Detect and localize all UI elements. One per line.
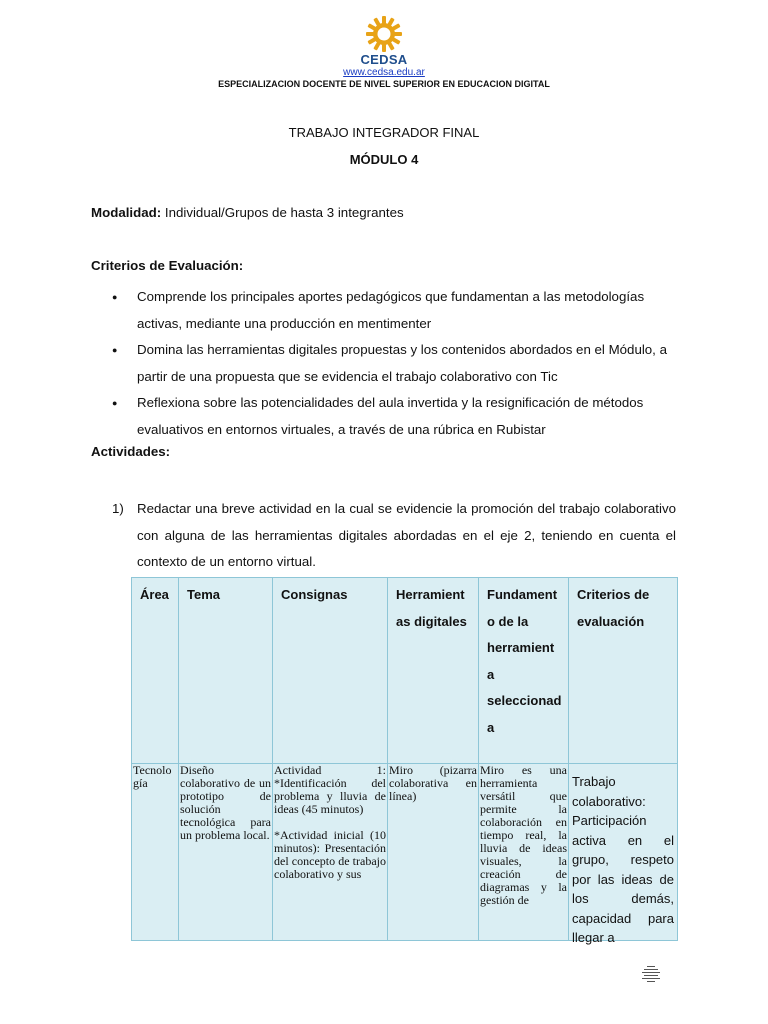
criterio-text: Domina las herramientas digitales propuestas y los contenidos abordados en el Módulo, a partir de una propuesta que se evidencia el trabajo colaborativo con Tic [137, 342, 667, 384]
actividad-item [112, 496, 676, 576]
header-subtitle: ESPECIALIZACION DOCENTE DE NIVEL SUPERIOR EN EDUCACION DIGITAL [218, 79, 550, 89]
actividades-heading: Actividades: [91, 444, 171, 459]
col-header-criterios: Criterios de evaluación [569, 578, 678, 764]
col-header-area: Área [132, 578, 179, 764]
list-item [112, 337, 676, 390]
consignas-extra: *Actividad inicial (10 minutos): Presentación del concepto de trabajo colaborativo y sus [274, 828, 386, 881]
table-header-row [132, 578, 678, 764]
consignas-text: Actividad 1: *Identificación del problema y lluvia de ideas (45 minutos) [274, 763, 386, 816]
logo-ray [382, 16, 386, 24]
criterio-text: Comprende los principales aportes pedagógicos que fundamentan a las metodologías activas, mediante una producción en mentimenter [137, 289, 645, 331]
activity-table [131, 577, 678, 945]
cell-herramientas: Miro (pizarra colaborativa en línea) [388, 764, 479, 941]
item-number: 1) [112, 501, 124, 516]
page-footer-mark-icon [641, 964, 661, 984]
logo-ray [382, 44, 386, 52]
cell-area: Tecnolo gía [132, 764, 179, 941]
criterio-text: Reflexiona sobre las potencialidades del aula invertida y la resignificación de métodos evaluativos en entornos virtuales, a través de una rúbrica en Rubistar [137, 395, 644, 437]
document-title: TRABAJO INTEGRADOR FINAL [288, 125, 480, 140]
bullet-icon: ● [112, 292, 118, 302]
document-titles [0, 124, 768, 178]
brand-name: CEDSA [360, 52, 408, 67]
modalidad-label: Modalidad: [91, 205, 162, 220]
bullet-icon: ● [112, 398, 118, 408]
list-item [112, 284, 676, 337]
document-header [0, 14, 768, 89]
list-item [112, 390, 676, 443]
table-row [132, 764, 678, 941]
cell-fundamento: Miro es una herramienta versátil que permite la colaboración en tiempo real, la lluvia de ideas visuales, la creación de diagramas y la gestión de [479, 764, 569, 941]
criterios-heading: Criterios de Evaluación: [91, 258, 244, 273]
modalidad-line [91, 205, 675, 220]
logo-ray [366, 32, 374, 36]
cell-consignas [273, 764, 388, 941]
logo-ray [394, 32, 402, 36]
module-title: MÓDULO 4 [349, 152, 419, 167]
cell-criterios: Trabajo colaborativo: Participación activa en el grupo, respeto por las ideas de los demás, capacidad para llegar a [569, 764, 678, 941]
item-text: Redactar una breve actividad en la cual se evidencie la promoción del trabajo colaborativo con alguna de las herramientas digitales abordadas en el eje 2, teniendo en cuenta el contexto de un entorno virtual. [137, 501, 676, 569]
criterios-list [112, 284, 676, 443]
modalidad-value: Individual/Grupos de hasta 3 integrantes [161, 205, 404, 220]
col-header-consignas: Consignas [273, 578, 388, 764]
col-header-fundamento: Fundament o de la herramient a seleccionad a [479, 578, 569, 764]
site-link[interactable]: www.cedsa.edu.ar [343, 67, 425, 78]
cedsa-sun-logo-icon [364, 14, 404, 54]
bullet-icon: ● [112, 345, 118, 355]
col-header-tema: Tema [179, 578, 273, 764]
col-header-herramientas: Herramient as digitales [388, 578, 479, 764]
cell-tema: Diseño colaborativo de un prototipo de solución tecnológica para un problema local. [179, 764, 273, 941]
